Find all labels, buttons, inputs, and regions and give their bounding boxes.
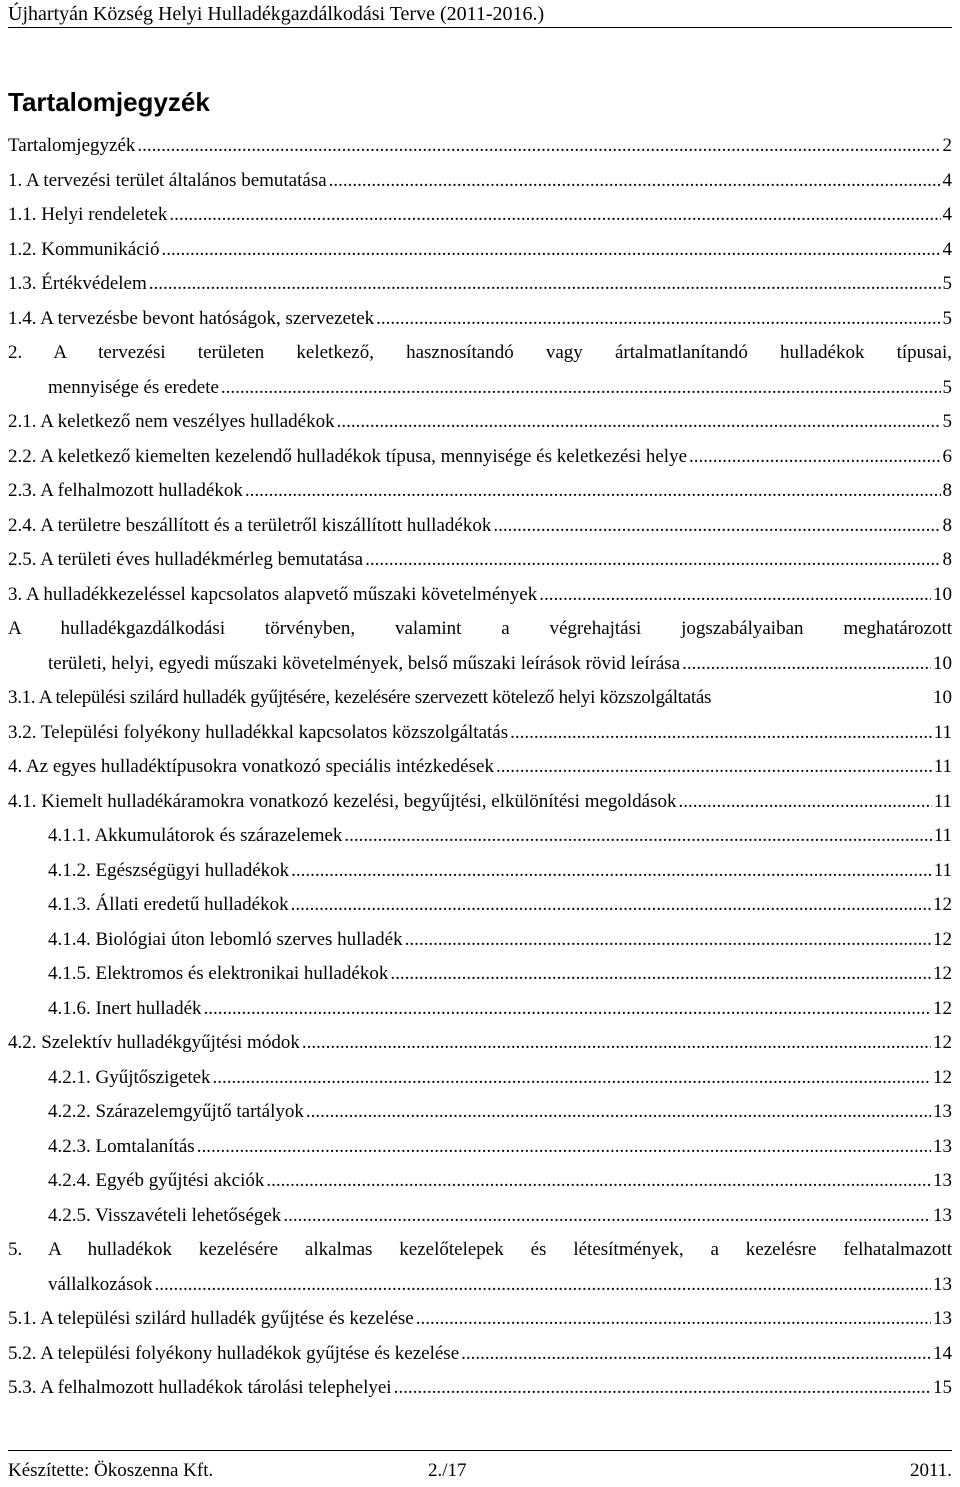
- toc-entry-title: 2.4. A területre beszállított és a területről kiszállított hulladékok: [8, 514, 492, 536]
- dot-leader: [169, 198, 940, 233]
- dot-leader: [213, 1061, 931, 1096]
- dot-leader: [291, 854, 932, 889]
- dot-leader: [266, 1164, 931, 1199]
- dot-leader: [329, 164, 941, 199]
- toc-entry-page: 13: [933, 1273, 952, 1295]
- toc-entry-title: 4.2.1. Gyűjtőszigetek: [48, 1066, 211, 1088]
- toc-entry-page: 4: [942, 169, 952, 191]
- toc-entry-page: 12: [933, 1032, 952, 1053]
- dot-leader: [493, 509, 940, 544]
- dot-leader: [197, 1130, 931, 1165]
- dot-leader: [149, 267, 941, 302]
- dot-leader: [137, 129, 940, 164]
- dot-leader: [245, 474, 941, 509]
- toc-entry-page: 15: [933, 1377, 952, 1398]
- toc-entry-page: 5: [942, 411, 952, 432]
- toc-entry[interactable]: [0, 1337, 960, 1372]
- dot-leader: [682, 647, 931, 682]
- dot-leader: [461, 1337, 931, 1372]
- toc-entry-page: 5: [942, 273, 952, 294]
- toc-entry[interactable]: [0, 474, 960, 509]
- toc-entry-title-continuation: mennyisége és eredete: [48, 376, 219, 398]
- toc-entry-page: 11: [933, 756, 952, 777]
- toc-entry-title: 5.3. A felhalmozott hulladékok tárolási telephelyei: [8, 1377, 392, 1398]
- toc-entry-page: 11: [933, 721, 952, 743]
- toc-entry-page: 10: [933, 652, 952, 674]
- toc-entry-page: 11: [933, 790, 952, 812]
- toc-entry-title: 4.2.2. Szárazelemgyűjtő tartályok: [48, 1101, 304, 1122]
- toc-entry-title: 3.2. Települési folyékony hulladékkal kapcsolatos közszolgáltatás: [8, 721, 509, 743]
- dot-leader: [302, 1026, 931, 1061]
- toc-entry[interactable]: [0, 819, 960, 854]
- dot-leader: [161, 233, 940, 268]
- toc-entry-page: 13: [933, 1204, 952, 1226]
- toc-entry[interactable]: [0, 612, 960, 681]
- toc-entry-page: 11: [933, 825, 952, 846]
- dot-leader: [390, 957, 931, 992]
- toc-entry-page: 12: [933, 1066, 952, 1088]
- toc-entry-title: 4.1.2. Egészségügyi hulladékok: [48, 859, 290, 881]
- toc-entry[interactable]: [0, 543, 960, 578]
- dot-leader: [306, 1095, 931, 1130]
- toc-entry-title: 4.1.4. Biológiai úton lebomló szerves hulladék: [48, 928, 403, 950]
- toc-entry-title: 4.2.5. Visszavételi lehetőségek: [48, 1204, 282, 1226]
- dot-leader: [394, 1371, 931, 1406]
- toc-entry-title: 4.1.6. Inert hulladék: [48, 997, 202, 1019]
- toc-entry[interactable]: [0, 1199, 960, 1234]
- dot-leader: [376, 302, 940, 337]
- toc-entry-title: 4.2.3. Lomtalanítás: [48, 1135, 195, 1157]
- dot-leader: [154, 1268, 931, 1303]
- dot-leader: [204, 992, 931, 1027]
- toc-entry[interactable]: [0, 1061, 960, 1096]
- toc-entry-title: 1.2. Kommunikáció: [8, 238, 160, 260]
- toc-entry[interactable]: [0, 509, 960, 544]
- toc-entry[interactable]: [0, 336, 960, 405]
- toc-entry-title: 1.4. A tervezésbe bevont hatóságok, szervezetek: [8, 307, 375, 329]
- dot-leader: [416, 1302, 931, 1337]
- toc-entry-title: 3. A hulladékkezeléssel kapcsolatos alapvető műszaki követelmények: [8, 583, 538, 605]
- toc-entry[interactable]: [0, 1233, 960, 1302]
- toc-entry[interactable]: [0, 129, 960, 164]
- toc-entry[interactable]: [0, 405, 960, 440]
- dot-leader: [405, 923, 931, 958]
- toc-entry-title: 4.1.5. Elektromos és elektronikai hulladékok: [48, 963, 389, 984]
- toc-entry-page: 12: [933, 894, 952, 915]
- toc-entry[interactable]: [0, 716, 960, 751]
- toc-entry[interactable]: [0, 1095, 960, 1130]
- dot-leader: [679, 785, 932, 820]
- dot-leader: [496, 750, 932, 785]
- toc-entry-title: 2.3. A felhalmozott hulladékok: [8, 480, 243, 501]
- toc-entry[interactable]: [0, 923, 960, 958]
- toc-entry-title: 4.2.4. Egyéb gyűjtési akciók: [48, 1170, 265, 1191]
- toc-entry[interactable]: [0, 267, 960, 302]
- toc-entry-title: 5.1. A települési szilárd hulladék gyűjtése és kezelése: [8, 1308, 414, 1329]
- toc-entry[interactable]: [0, 302, 960, 337]
- toc-entry-title: 2.1. A keletkező nem veszélyes hulladékok: [8, 411, 335, 432]
- toc-entry[interactable]: [0, 440, 960, 475]
- toc-title: Tartalomjegyzék: [8, 87, 210, 117]
- toc-entry-page: 2: [942, 135, 952, 156]
- dot-leader: [283, 1199, 931, 1234]
- toc-entry-title: 4.2. Szelektív hulladékgyűjtési módok: [8, 1032, 300, 1053]
- dot-leader: [689, 440, 940, 475]
- dot-leader: [365, 543, 940, 578]
- toc-entry[interactable]: [0, 854, 960, 889]
- toc-entry-page: 13: [933, 1101, 952, 1122]
- toc-entry-page: 8: [942, 480, 952, 501]
- toc-entry-page: 5: [942, 376, 952, 398]
- toc-entry-page: 12: [933, 963, 952, 984]
- toc-entry[interactable]: [0, 1130, 960, 1165]
- toc-entry[interactable]: [0, 785, 960, 820]
- toc-entry[interactable]: [0, 164, 960, 199]
- toc-entry-title-line: A hulladékgazdálkodási törvényben, valamint a végrehajtási jogszabályaiban meghatározott: [8, 618, 952, 639]
- toc-entry-page: 5: [942, 307, 952, 329]
- toc-entry-title-line: 5. A hulladékok kezelésére alkalmas kezelőtelepek és létesítmények, a kezelésre felhatalmazott: [8, 1239, 952, 1260]
- toc-entry-title: 4.1.1. Akkumulátorok és szárazelemek: [48, 825, 343, 846]
- dot-leader: [221, 371, 941, 406]
- toc-entry-page: 12: [933, 997, 952, 1019]
- toc-entry[interactable]: [0, 198, 960, 233]
- toc-entry[interactable]: [0, 681, 960, 716]
- toc-entry-page: 13: [933, 1135, 952, 1157]
- toc-entry[interactable]: [0, 578, 960, 613]
- footer-rule: [8, 1450, 952, 1451]
- dot-leader: [337, 405, 941, 440]
- toc-entry-title: 4.1.3. Állati eredetű hulladékok: [48, 894, 289, 915]
- toc-entry-title-line: 2. A tervezési területen keletkező, hasznosítandó vagy ártalmatlanítandó hulladékok típusai,: [8, 342, 952, 363]
- toc-entry[interactable]: [0, 992, 960, 1027]
- toc-entry-page: 8: [942, 549, 952, 570]
- toc-entry-title: 1.1. Helyi rendeletek: [8, 204, 168, 225]
- toc-entry-page: 11: [933, 859, 952, 881]
- toc-entry-title-continuation: vállalkozások: [48, 1273, 153, 1295]
- toc-entry-title: Tartalomjegyzék: [8, 135, 136, 156]
- dot-leader: [510, 716, 932, 751]
- toc-entry[interactable]: [0, 1371, 960, 1406]
- footer-page-number: 2./17: [428, 1460, 467, 1481]
- toc-entry-page: 13: [933, 1308, 952, 1329]
- toc-entry[interactable]: [0, 888, 960, 923]
- toc-entry[interactable]: [0, 233, 960, 268]
- toc-entry-page: 12: [933, 928, 952, 950]
- toc-entry-page: 6: [942, 445, 952, 467]
- toc-entry[interactable]: [0, 957, 960, 992]
- toc-entry[interactable]: [0, 750, 960, 785]
- toc-entry[interactable]: [0, 1302, 960, 1337]
- toc-entry-title: 2.5. A területi éves hulladékmérleg bemutatása: [8, 549, 364, 570]
- toc-entry-page: 4: [942, 204, 952, 225]
- toc-entry-title: 5.2. A települési folyékony hulladékok gyűjtése és kezelése: [8, 1342, 460, 1364]
- toc-entry[interactable]: [0, 1164, 960, 1199]
- dot-leader: [344, 819, 931, 854]
- toc-entry-page: 8: [942, 514, 952, 536]
- toc-entry-title: 4.1. Kiemelt hulladékáramokra vonatkozó kezelési, begyűjtési, elkülönítési megoldások: [8, 790, 677, 812]
- dot-leader: [291, 888, 931, 923]
- toc-entry-title: 2.2. A keletkező kiemelten kezelendő hulladékok típusa, mennyisége és keletkezési helye: [8, 445, 688, 467]
- toc-entry[interactable]: [0, 1026, 960, 1061]
- toc-entry-title: 1. A tervezési terület általános bemutatása: [8, 169, 327, 191]
- footer-year: 2011.: [909, 1460, 952, 1481]
- toc-entry-title: 1.3. Értékvédelem: [8, 273, 147, 294]
- toc-entry-page: 14: [933, 1342, 952, 1364]
- toc-entry-title-continuation: területi, helyi, egyedi műszaki követelmények, belső műszaki leírások rövid leírása: [48, 652, 681, 674]
- toc-entry-title: 3.1. A települési szilárd hulladék gyűjtésére, kezelésére szervezett kötelező helyi közszolgáltatás: [8, 687, 712, 708]
- toc-entry-title: 4. Az egyes hulladéktípusokra vonatkozó speciális intézkedések: [8, 756, 494, 777]
- toc-entry-page: 13: [933, 1170, 952, 1191]
- toc-list: [0, 129, 960, 1406]
- dot-leader: [539, 578, 931, 613]
- page-header: Újhartyán Község Helyi Hulladékgazdálkodási Terve (2011-2016.): [8, 3, 545, 25]
- toc-entry-page: 10: [933, 687, 952, 708]
- footer-author: Készítette: Ökoszenna Kft.: [8, 1460, 214, 1481]
- header-rule: [8, 27, 952, 28]
- toc-entry-page: 10: [933, 583, 952, 605]
- toc-entry-page: 4: [942, 238, 952, 260]
